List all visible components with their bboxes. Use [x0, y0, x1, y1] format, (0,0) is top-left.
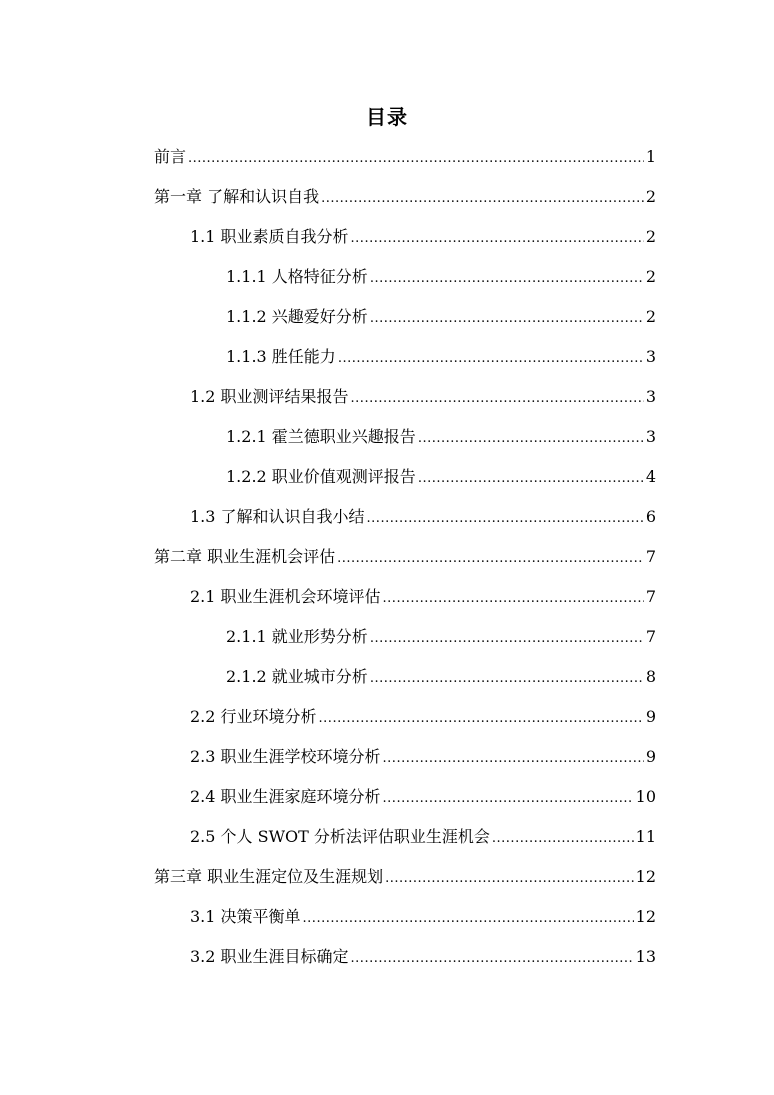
toc-entry[interactable]: [226, 342, 656, 368]
dot-leader: [319, 710, 644, 728]
toc-entry[interactable]: [190, 582, 656, 608]
toc-entry-label: 3.1 决策平衡单: [190, 907, 301, 926]
toc-entry-label: 1.2.2 职业价值观测评报告: [226, 467, 416, 486]
toc-entry-label: 第一章 了解和认识自我: [154, 187, 320, 206]
toc-entry-page: 10: [635, 787, 656, 806]
dot-leader: [383, 590, 644, 608]
toc-entry-page: 7: [645, 547, 656, 566]
toc-entry-page: 13: [635, 947, 656, 966]
toc-entry-page: 6: [645, 507, 656, 526]
toc-entry-label: 1.1.1 人格特征分析: [226, 267, 368, 286]
toc-entry[interactable]: [226, 462, 656, 488]
toc-entry[interactable]: [190, 782, 656, 808]
dot-leader: [321, 190, 644, 208]
toc-entry[interactable]: [154, 182, 656, 208]
dot-leader: [337, 550, 644, 568]
dot-leader: [492, 830, 634, 848]
toc-entry-label: 1.2.1 霍兰德职业兴趣报告: [226, 427, 416, 446]
toc-entry-page: 7: [645, 627, 656, 646]
dot-leader: [367, 510, 644, 528]
dot-leader: [383, 750, 644, 768]
toc-entry-label: 第二章 职业生涯机会评估: [154, 547, 336, 566]
toc-entry[interactable]: [226, 262, 656, 288]
toc-entry[interactable]: [190, 942, 656, 968]
toc-entry[interactable]: [190, 702, 656, 728]
toc-entry-label: 前言: [154, 147, 187, 166]
dot-leader: [351, 390, 644, 408]
dot-leader: [338, 350, 644, 368]
toc-entry-page: 11: [635, 827, 656, 846]
toc-entry-page: 8: [645, 667, 656, 686]
toc-entry-page: 9: [645, 707, 656, 726]
toc-entry-page: 2: [645, 267, 656, 286]
toc-entry-page: 12: [635, 867, 656, 886]
toc-entry-label: 2.3 职业生涯学校环境分析: [190, 747, 381, 766]
dot-leader: [370, 270, 644, 288]
toc-entry-label: 1.2 职业测评结果报告: [190, 387, 349, 406]
toc-entry-page: 3: [645, 387, 656, 406]
dot-leader: [370, 310, 644, 328]
toc-entry-label: 2.1.2 就业城市分析: [226, 667, 368, 686]
toc-entry[interactable]: [190, 822, 656, 848]
toc-entry-page: 2: [645, 307, 656, 326]
toc-entry-label: 1.1.3 胜任能力: [226, 347, 336, 366]
toc-entry-page: 3: [645, 347, 656, 366]
toc-entry-page: 9: [645, 747, 656, 766]
toc-entry[interactable]: [154, 542, 656, 568]
toc-entry[interactable]: [226, 302, 656, 328]
toc-entry[interactable]: [190, 222, 656, 248]
toc-entry[interactable]: [190, 742, 656, 768]
toc-entry-page: 7: [645, 587, 656, 606]
dot-leader: [383, 790, 634, 808]
toc-entry-label: 2.1 职业生涯机会环境评估: [190, 587, 381, 606]
dot-leader: [351, 230, 644, 248]
toc-entry-page: 12: [635, 907, 656, 926]
toc-title: 目录: [366, 105, 408, 129]
toc-entry-page: 1: [645, 147, 656, 166]
toc-entry[interactable]: [190, 902, 656, 928]
toc-entry-label: 2.4 职业生涯家庭环境分析: [190, 787, 381, 806]
dot-leader: [370, 630, 644, 648]
dot-leader: [418, 470, 644, 488]
toc-entry-page: 4: [645, 467, 656, 486]
dot-leader: [188, 150, 644, 168]
toc-entry[interactable]: [226, 622, 656, 648]
toc-entry[interactable]: [154, 142, 656, 168]
dot-leader: [303, 910, 634, 928]
toc-entry[interactable]: [226, 662, 656, 688]
toc-entry-label: 2.2 行业环境分析: [190, 707, 317, 726]
toc-entry[interactable]: [226, 422, 656, 448]
toc-entry-label: 1.1 职业素质自我分析: [190, 227, 349, 246]
toc-entry-page: 2: [645, 187, 656, 206]
toc-entry-page: 2: [645, 227, 656, 246]
toc-entry-label: 第三章 职业生涯定位及生涯规划: [154, 867, 384, 886]
dot-leader: [385, 870, 634, 888]
toc-entry[interactable]: [190, 382, 656, 408]
toc-entry-label: 2.1.1 就业形势分析: [226, 627, 368, 646]
toc-entry-label: 1.3 了解和认识自我小结: [190, 507, 365, 526]
toc-entry-label: 1.1.2 兴趣爱好分析: [226, 307, 368, 326]
toc-entry[interactable]: [190, 502, 656, 528]
dot-leader: [351, 950, 634, 968]
toc-entry-label: 2.5 个人 SWOT 分析法评估职业生涯机会: [190, 827, 490, 846]
dot-leader: [370, 670, 644, 688]
dot-leader: [418, 430, 644, 448]
toc-entry-label: 3.2 职业生涯目标确定: [190, 947, 349, 966]
toc-entry-page: 3: [645, 427, 656, 446]
toc-entry[interactable]: [154, 862, 656, 888]
